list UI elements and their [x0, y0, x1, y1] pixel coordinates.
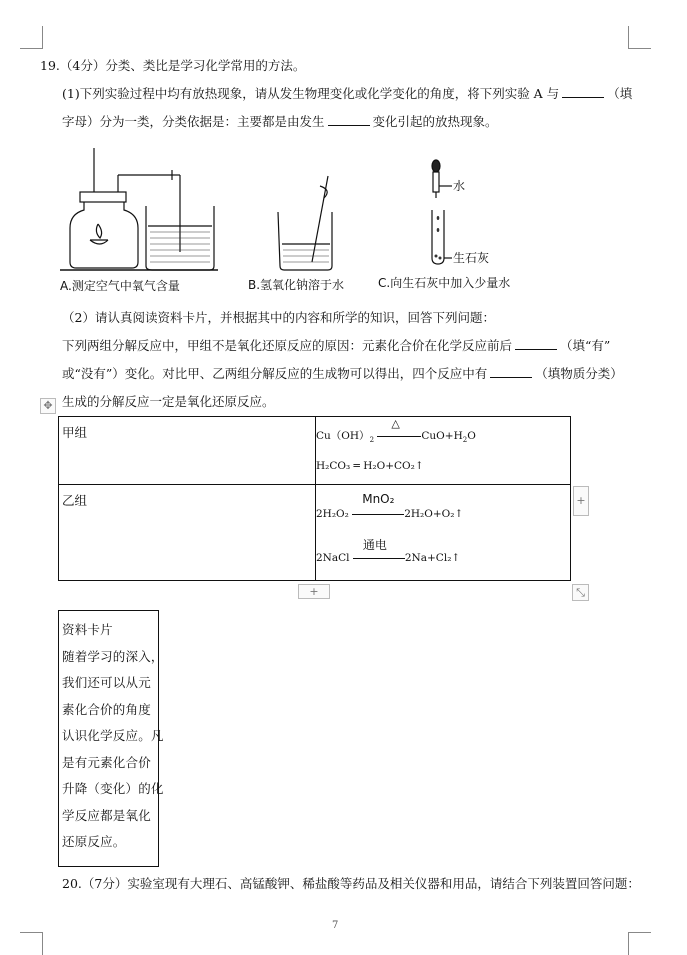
add-row-button[interactable]: +: [298, 584, 330, 599]
crop-mark-bottom-left: [20, 932, 43, 955]
apparatus-c: [432, 160, 452, 264]
label-water: 水: [453, 179, 466, 193]
card-line: 我们还可以从元: [62, 675, 151, 690]
answer-blank-2[interactable]: [328, 114, 370, 126]
reaction-4: [316, 538, 461, 564]
reaction-1: [316, 417, 476, 445]
r1-sub: 2: [369, 436, 375, 445]
page-number: 7: [332, 920, 339, 931]
group1-cell: [59, 417, 316, 485]
r4-rhs: 2Na+Cl₂↑: [404, 552, 461, 564]
caption-a: A.测定空气中氧气含量: [60, 279, 180, 293]
card-line: 认识化学反应。凡: [62, 728, 164, 743]
q19-p1-line2: [62, 114, 498, 130]
solution-hatch-b: [283, 250, 329, 262]
crop-mark-top-right: [628, 26, 651, 49]
reaction-table: [58, 416, 571, 581]
answer-blank-1[interactable]: [562, 86, 604, 98]
label-lime: 生石灰: [453, 251, 490, 265]
q19-p1-text-c: 字母）分为一类，分类依据是：主要都是由发生: [62, 114, 325, 129]
q19-p2-line1: （2）请认真阅读资料卡片，并根据其中的内容和所学的知识，回答下列问题：: [62, 310, 495, 325]
card-line: 升降（变化）的化: [62, 781, 164, 796]
r1-rhs-tail: O: [467, 430, 476, 442]
q19-p1-line1: [62, 86, 632, 102]
r1-condition: △: [391, 417, 400, 430]
group2-equations: [316, 485, 571, 581]
q19-header: 19.（4分）分类、类比是学习化学常用的方法。: [40, 58, 306, 73]
group1-label: 甲组: [62, 425, 88, 440]
q20-text: 20.（7分）实验室现有大理石、高锰酸钾、稀盐酸等药品及相关仪器和用品，请结合下列装置回答问题：: [62, 876, 640, 891]
apparatus-a: [60, 148, 218, 270]
drops-c: [435, 216, 442, 260]
r1-arrow: [377, 417, 421, 439]
r1-rhs: CuO+H: [421, 430, 463, 442]
q19-p1-text-a: (1)下列实验过程中均有放热现象，请从发生物理变化或化学变化的角度，将下列实验 A 与: [62, 86, 560, 101]
card-line: 素化合价的角度: [62, 701, 151, 717]
eq-block-1: [316, 417, 570, 472]
crop-mark-top-left: [20, 26, 43, 49]
q19-p2-line3: [62, 366, 623, 382]
r3-rhs: 2H₂O+O₂↑: [404, 508, 464, 520]
q19-p1-text-d: 变化引起的放热现象。: [372, 114, 498, 129]
card-line: 学反应都是氧化: [62, 807, 151, 823]
r4-condition: 通电: [362, 538, 387, 552]
caption-b: B.氢氧化钠溶于水: [248, 278, 345, 292]
group2-cell: [59, 485, 316, 581]
r4-lhs: 2NaCl: [316, 552, 350, 564]
table-resize-handle-icon[interactable]: ⤡: [572, 584, 589, 601]
card-line: 随着学习的深入，: [62, 648, 164, 664]
r3-condition: MnO₂: [362, 492, 395, 506]
card-line: 资料卡片: [62, 622, 113, 637]
r1-lhs: Cu（OH）: [316, 430, 370, 442]
crop-mark-bottom-right: [628, 932, 651, 955]
q19-p2-text-b: （填“有”: [560, 338, 611, 353]
q19-p1-text-b: （填: [607, 86, 633, 101]
card-line: 是有元素化合价: [62, 754, 151, 770]
q19-p2-line4: 生成的分解反应一定是氧化还原反应。: [62, 394, 275, 409]
add-column-button[interactable]: +: [573, 486, 589, 516]
info-card: [58, 610, 164, 867]
q19-p2-text-c: 或“没有”）变化。对比甲、乙两组分解反应的生成物可以得出，四个反应中有: [62, 366, 488, 381]
r3-arrow: [352, 492, 404, 517]
card-line: 还原反应。: [62, 834, 126, 849]
reaction-2: H₂CO₃ ═ H₂O+CO₂↑: [316, 460, 424, 472]
q19-p2-text-d: （填物质分类）: [535, 366, 623, 381]
caption-c: C.向生石灰中加入少量水: [378, 276, 511, 290]
q19-p2-line2: [62, 338, 610, 354]
r1-rhs-sub: 2: [462, 436, 468, 445]
table-move-handle-icon[interactable]: ✥: [40, 398, 56, 414]
r3-lhs: 2H₂O₂: [316, 508, 349, 520]
r4-arrow: [353, 538, 405, 561]
answer-blank-4[interactable]: [490, 366, 532, 378]
group2-label: 乙组: [62, 493, 88, 508]
group1-equations: [316, 417, 571, 485]
q19-p2-text-a: 下列两组分解反应中，甲组不是氧化还原反应的原因：元素化合价在化学反应前后: [62, 338, 513, 353]
answer-blank-3[interactable]: [515, 338, 557, 350]
experiment-figure: [60, 140, 540, 300]
reaction-3: [316, 492, 464, 520]
